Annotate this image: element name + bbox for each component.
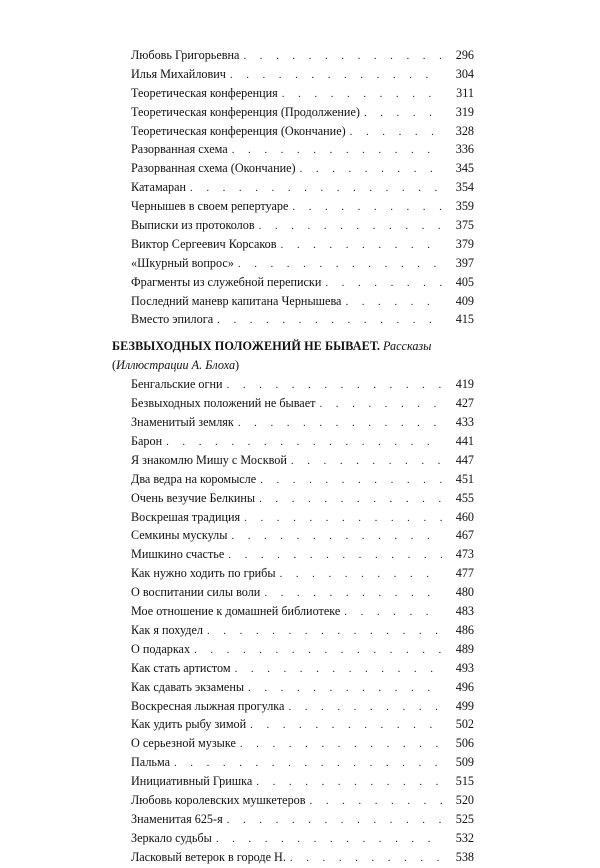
- entry-page-number: 532: [455, 830, 474, 845]
- entry-title: Виктор Сергеевич Корсаков: [131, 236, 277, 251]
- toc-entry: [112, 829, 474, 848]
- entry-title: Я знакомлю Мишу с Москвой: [131, 452, 287, 467]
- entry-page-number: 409: [455, 293, 474, 308]
- dot-leader: [280, 565, 442, 584]
- entry-title: Воскрешая традиция: [131, 509, 241, 524]
- entry-page-number: 451: [455, 471, 474, 486]
- toc-entry: [112, 753, 474, 772]
- entry-page-number: 455: [455, 490, 474, 505]
- toc-entry: [112, 508, 474, 527]
- dot-leader: [259, 490, 442, 509]
- entry-page-number: 506: [455, 736, 474, 751]
- entry-page-number: 354: [455, 180, 474, 195]
- entry-title: Илья Михайлович: [131, 66, 226, 81]
- dot-leader: [256, 773, 442, 792]
- entry-page-number: 493: [455, 660, 474, 675]
- entry-page-number: 405: [455, 274, 474, 289]
- dot-leader: [235, 660, 442, 679]
- toc-entry: [112, 697, 474, 716]
- entry-page-number: 502: [455, 717, 474, 732]
- entry-title: Как стать артистом: [131, 660, 231, 675]
- entry-title: Разорванная схема (Окончание): [131, 161, 296, 176]
- toc-entry: [112, 810, 474, 829]
- entry-title: Мишкино счастье: [131, 547, 225, 562]
- toc-entry: [112, 583, 474, 602]
- entry-title: Теоретическая конференция (Продолжение): [131, 104, 360, 119]
- toc-entry: [112, 734, 474, 753]
- dot-leader: [259, 217, 442, 236]
- entry-page-number: 328: [455, 123, 474, 138]
- dot-leader: [243, 47, 442, 66]
- entry-title: Барон: [131, 434, 163, 449]
- toc-entry: [112, 791, 474, 810]
- entry-title: Воскресная лыжная прогулка: [131, 698, 285, 713]
- section-heading: [112, 337, 474, 356]
- entry-page-number: 447: [455, 452, 474, 467]
- entry-title: О серьезной музыке: [131, 736, 236, 751]
- toc-entry: [112, 375, 474, 394]
- entry-page-number: 415: [455, 312, 474, 327]
- dot-leader: [350, 123, 442, 142]
- entry-page-number: 359: [455, 199, 474, 214]
- entry-page-number: 499: [455, 698, 474, 713]
- entry-title: Инициативный Гришка: [131, 774, 253, 789]
- entry-page-number: 345: [455, 161, 474, 176]
- dot-leader: [310, 792, 442, 811]
- entry-title: Последний маневр капитана Чернышева: [131, 293, 342, 308]
- toc-entry: [112, 122, 474, 141]
- dot-leader: [260, 471, 442, 490]
- toc-entry: [112, 545, 474, 564]
- toc-entry: [112, 273, 474, 292]
- dot-leader: [230, 66, 442, 85]
- table-of-contents: [112, 46, 474, 867]
- toc-entry: [112, 678, 474, 697]
- entry-title: Пальма: [131, 755, 170, 770]
- dot-leader: [264, 584, 442, 603]
- dot-leader: [227, 376, 442, 395]
- dot-leader: [281, 236, 442, 255]
- entry-title: О воспитании силы воли: [131, 585, 261, 600]
- toc-entry: [112, 564, 474, 583]
- entry-title: Как я похудел: [131, 622, 203, 637]
- toc-entry: [112, 178, 474, 197]
- dot-leader: [292, 198, 442, 217]
- toc-group-2: [112, 375, 474, 866]
- toc-entry: [112, 159, 474, 178]
- toc-entry: [112, 46, 474, 65]
- dot-leader: [364, 104, 442, 123]
- entry-page-number: 460: [455, 509, 474, 524]
- entry-title: Как сдавать экзамены: [131, 679, 245, 694]
- dot-leader: [238, 255, 442, 274]
- dot-leader: [288, 698, 442, 717]
- dot-leader: [240, 735, 442, 754]
- entry-page-number: 496: [455, 679, 474, 694]
- dot-leader: [207, 622, 442, 641]
- entry-page-number: 304: [455, 66, 474, 81]
- entry-title: Безвыходных положений не бывает: [131, 396, 316, 411]
- toc-entry: [112, 216, 474, 235]
- toc-entry: [112, 621, 474, 640]
- entry-title: Катамаран: [131, 180, 187, 195]
- dot-leader: [238, 414, 442, 433]
- entry-title: Фрагменты из служебной переписки: [131, 274, 322, 289]
- dot-leader: [344, 603, 442, 622]
- dot-leader: [194, 641, 442, 660]
- toc-entry: [112, 140, 474, 159]
- entry-title: Очень везучие Белкины: [131, 490, 256, 505]
- toc-entry: [112, 84, 474, 103]
- entry-page-number: 397: [455, 255, 474, 270]
- entry-page-number: 375: [455, 218, 474, 233]
- toc-entry: [112, 659, 474, 678]
- toc-entry: [112, 848, 474, 867]
- entry-page-number: 433: [455, 415, 474, 430]
- entry-title: «Шкурный вопрос»: [131, 255, 234, 270]
- toc-entry: [112, 772, 474, 791]
- toc-entry: [112, 451, 474, 470]
- entry-title: Бенгальские огни: [131, 377, 223, 392]
- entry-page-number: 515: [455, 774, 474, 789]
- entry-title: Как удить рыбу зимой: [131, 717, 247, 732]
- toc-entry: [112, 715, 474, 734]
- entry-title: Как нужно ходить по грибы: [131, 566, 276, 581]
- paren-close: ): [235, 358, 240, 373]
- entry-page-number: 336: [455, 142, 474, 157]
- toc-entry: [112, 470, 474, 489]
- toc-entry: [112, 432, 474, 451]
- entry-title: Любовь Григорьевна: [131, 48, 240, 62]
- dot-leader: [248, 679, 442, 698]
- dot-leader: [166, 433, 442, 452]
- entry-page-number: 520: [455, 792, 474, 807]
- entry-page-number: 379: [455, 236, 474, 251]
- dot-leader: [290, 849, 442, 868]
- entry-title: Два ведра на коромысле: [131, 471, 257, 486]
- entry-title: Зеркало судьбы: [131, 830, 212, 845]
- dot-leader: [231, 527, 442, 546]
- entry-page-number: 441: [455, 434, 474, 449]
- entry-title: Ласковый ветерок в городе Н.: [131, 849, 286, 864]
- toc-entry: [112, 197, 474, 216]
- dot-leader: [300, 160, 442, 179]
- toc-entry: [112, 489, 474, 508]
- toc-entry: [112, 292, 474, 311]
- toc-entry: [112, 254, 474, 273]
- entry-page-number: 486: [455, 622, 474, 637]
- dot-leader: [291, 452, 442, 471]
- dot-leader: [216, 830, 442, 849]
- entry-page-number: 319: [455, 104, 474, 119]
- section-subtitle: Рассказы: [383, 339, 432, 354]
- entry-title: Разорванная схема: [131, 142, 228, 157]
- toc-entry: [112, 526, 474, 545]
- entry-page-number: 538: [455, 849, 474, 864]
- entry-title: Теоретическая конференция (Окончание): [131, 123, 346, 138]
- toc-entry: [112, 65, 474, 84]
- dot-leader: [228, 546, 442, 565]
- entry-page-number: 525: [455, 811, 474, 826]
- entry-page-number: 467: [455, 528, 474, 543]
- entry-page-number: 480: [455, 585, 474, 600]
- entry-title: Вместо эпилога: [131, 312, 214, 327]
- toc-group-1: [112, 46, 474, 329]
- entry-title: Чернышев в своем репертуаре: [131, 199, 289, 214]
- dot-leader: [190, 179, 442, 198]
- entry-page-number: 483: [455, 604, 474, 619]
- dot-leader: [345, 293, 442, 312]
- entry-title: Знаменитая 625-я: [131, 811, 223, 826]
- dot-leader: [319, 395, 442, 414]
- toc-entry: [112, 310, 474, 329]
- dot-leader: [250, 716, 442, 735]
- dot-leader: [325, 274, 442, 293]
- section-illustrations: [112, 356, 474, 375]
- toc-entry: [112, 640, 474, 659]
- dot-leader: [282, 85, 442, 104]
- entry-page-number: 473: [455, 547, 474, 562]
- toc-entry: [112, 602, 474, 621]
- entry-page-number: 419: [455, 377, 474, 392]
- entry-title: Знаменитый земляк: [131, 415, 234, 430]
- entry-title: Любовь королевских мушкетеров: [131, 792, 306, 807]
- entry-page-number: 489: [455, 641, 474, 656]
- toc-entry: [112, 413, 474, 432]
- entry-page-number: 296: [455, 48, 474, 62]
- entry-page-number: 311: [456, 85, 474, 100]
- entry-title: Мое отношение к домашней библиотеке: [131, 604, 341, 619]
- entry-page-number: 509: [455, 755, 474, 770]
- illustrations-credit: Иллюстрации А. Блоха: [116, 358, 236, 373]
- dot-leader: [217, 311, 442, 330]
- toc-entry: [112, 235, 474, 254]
- entry-title: О подарках: [131, 641, 191, 656]
- entry-title: Теоретическая конференция: [131, 85, 278, 100]
- entry-title: Выписки из протоколов: [131, 218, 255, 233]
- entry-title: Семкины мускулы: [131, 528, 228, 543]
- section-title: БЕЗВЫХОДНЫХ ПОЛОЖЕНИЙ НЕ БЫВАЕТ.: [112, 339, 380, 354]
- dot-leader: [244, 509, 442, 528]
- paren-open: (: [112, 358, 117, 373]
- toc-entry: [112, 103, 474, 122]
- dot-leader: [227, 811, 442, 830]
- entry-page-number: 427: [455, 396, 474, 411]
- dot-leader: [174, 754, 442, 773]
- toc-entry: [112, 394, 474, 413]
- dot-leader: [232, 141, 442, 160]
- entry-page-number: 477: [455, 566, 474, 581]
